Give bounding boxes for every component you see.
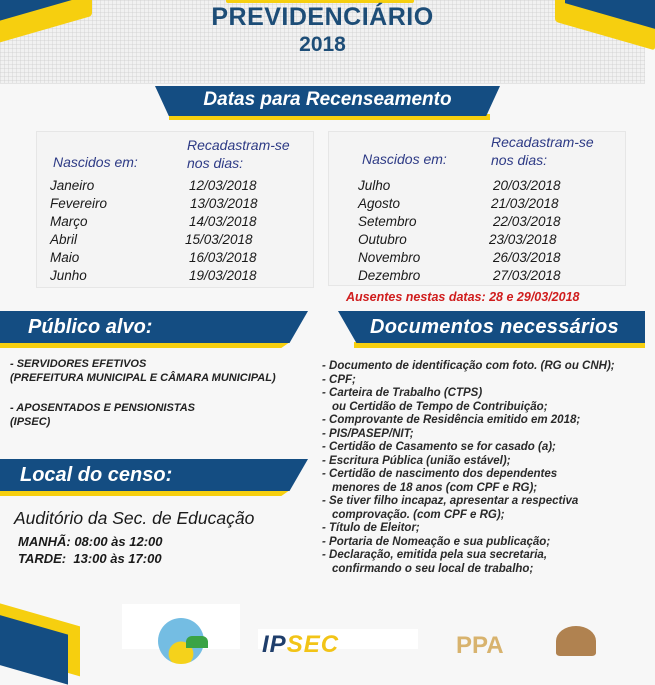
schedule-table-right xyxy=(328,131,626,286)
list-item: - Portaria de Nomeação e sua publicação; xyxy=(322,535,551,548)
list-item: - CPF; xyxy=(322,373,356,386)
table-row-month: Agosto xyxy=(358,196,401,211)
audience-group xyxy=(10,357,320,385)
schedule-table-left xyxy=(36,131,314,288)
table-row-month: Novembro xyxy=(358,250,421,265)
table-row-date: 12/03/2018 xyxy=(189,178,257,193)
audience-group-detail: (PREFEITURA MUNICIPAL E CÂMARA MUNICIPAL) xyxy=(10,372,276,384)
list-item-continuation: confirmando o seu local de trabalho; xyxy=(332,562,534,575)
list-item-continuation: ou Certidão de Tempo de Contribuição; xyxy=(332,400,548,413)
table-row-month: Julho xyxy=(358,178,391,193)
table-row-month: Janeiro xyxy=(50,178,95,193)
audience-group-title: - SERVIDORES EFETIVOS xyxy=(10,358,147,370)
documents-banner xyxy=(338,311,645,355)
audience-group-title: - APOSENTADOS E PENSIONISTAS xyxy=(10,402,195,414)
list-item: - Declaração, emitida pela sua secretaria, xyxy=(322,549,548,561)
afternoon-hours: TARDE: 13:00 às 17:00 xyxy=(18,551,162,566)
table-row-month: Março xyxy=(50,214,88,229)
location-hours xyxy=(18,533,163,567)
audience-banner xyxy=(0,311,308,355)
location-banner-title: Local do censo: xyxy=(20,464,173,486)
column-header-date-line1: Recadastram-se xyxy=(187,137,290,153)
list-item: - Se tiver filho incapaz, apresentar a respectiva xyxy=(322,495,579,507)
table-row-month: Setembro xyxy=(358,214,417,229)
list-item: - Escritura Pública (união estável); xyxy=(322,454,511,467)
table-row-month: Junho xyxy=(50,268,87,283)
audience-group xyxy=(10,401,320,429)
list-item-continuation: comprovação. (com CPF e RG); xyxy=(332,508,505,521)
schedule-banner-title: Datas para Recenseamento xyxy=(203,89,452,110)
sun-logo-hill-icon xyxy=(186,636,208,648)
column-header-date-line1: Recadastram-se xyxy=(491,134,594,150)
ipsec-logo-part-a: IP xyxy=(262,631,287,658)
table-row-date: 16/03/2018 xyxy=(189,250,257,265)
audience-banner-title: Público alvo: xyxy=(28,316,153,338)
lion-logo-icon xyxy=(556,626,596,656)
location-place: Auditório da Sec. de Educação xyxy=(14,508,255,528)
list-item-continuation: menores de 18 anos (com CPF e RG); xyxy=(332,481,538,494)
morning-hours: MANHÃ: 08:00 às 12:00 xyxy=(18,534,163,549)
page-year: 2018 xyxy=(299,33,346,56)
list-item: - PIS/PASEP/NIT; xyxy=(322,427,414,440)
table-row-date: 13/03/2018 xyxy=(190,196,258,211)
list-item: - Carteira de Trabalho (CTPS) xyxy=(322,387,483,399)
column-header-month: Nascidos em: xyxy=(362,151,447,167)
table-row-month: Dezembro xyxy=(358,268,421,283)
column-header-month: Nascidos em: xyxy=(53,154,138,170)
table-row-date: 21/03/2018 xyxy=(491,196,559,211)
table-row-date: 20/03/2018 xyxy=(493,178,561,193)
column-header-date-line2: nos dias: xyxy=(187,155,244,171)
list-item: - Certidão de Casamento se for casado (a); xyxy=(322,441,556,453)
table-row-date: 14/03/2018 xyxy=(189,214,257,229)
table-row-month: Fevereiro xyxy=(50,196,108,211)
audience-list xyxy=(10,357,320,445)
table-row-month: Maio xyxy=(50,250,80,265)
table-row-date: 15/03/2018 xyxy=(185,232,253,247)
ipsec-logo-part-b: SEC xyxy=(286,631,340,658)
table-row-month: Outubro xyxy=(358,232,407,247)
list-item: - Comprovante de Residência emitido em 2018; xyxy=(322,414,581,426)
table-row-month: Abril xyxy=(50,232,78,247)
schedule-banner xyxy=(155,86,500,126)
documents-banner-title: Documentos necessários xyxy=(370,316,619,338)
table-row-date: 19/03/2018 xyxy=(189,268,257,283)
absent-note: Ausentes nestas datas: 28 e 29/03/2018 xyxy=(346,290,580,304)
location-banner xyxy=(0,459,308,503)
page-title: PREVIDENCIÁRIO xyxy=(211,3,434,31)
ipsec-logo xyxy=(262,631,339,659)
table-row-date: 27/03/2018 xyxy=(493,268,561,283)
list-item: - Documento de identificação com foto. (RG ou CNH); xyxy=(322,360,615,372)
list-item: - Título de Eleitor; xyxy=(322,522,420,534)
ppa-logo: PPA xyxy=(456,632,504,659)
table-row-date: 23/03/2018 xyxy=(489,232,557,247)
column-header-date xyxy=(491,133,594,169)
table-row-date: 22/03/2018 xyxy=(493,214,561,229)
column-header-date xyxy=(187,136,290,172)
audience-group-detail: (IPSEC) xyxy=(10,416,51,428)
table-row-date: 26/03/2018 xyxy=(493,250,561,265)
list-item: - Certidão de nascimento dos dependentes xyxy=(322,468,558,480)
column-header-date-line2: nos dias: xyxy=(491,152,548,168)
documents-list xyxy=(322,360,645,576)
